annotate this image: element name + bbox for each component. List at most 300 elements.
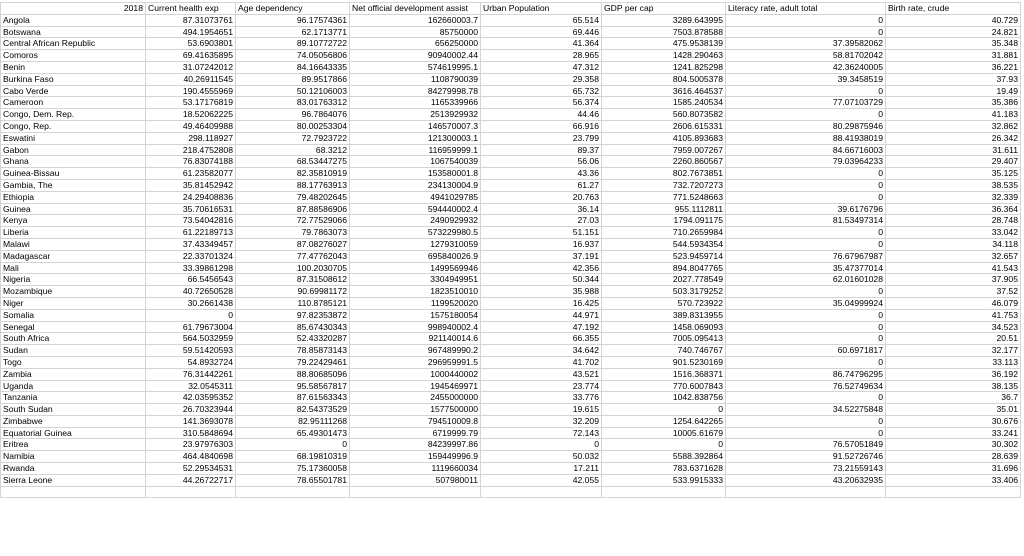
data-cell[interactable]: 43.521 [481, 368, 602, 380]
data-cell[interactable]: 0 [726, 168, 886, 180]
data-cell[interactable]: 783.6371628 [602, 463, 726, 475]
data-cell[interactable]: 82.54373529 [236, 404, 350, 416]
data-cell[interactable]: 78.65501781 [236, 474, 350, 486]
data-cell[interactable]: 35.04999924 [726, 297, 886, 309]
data-cell[interactable]: 76.31442261 [146, 368, 236, 380]
data-cell[interactable]: 66.916 [481, 120, 602, 132]
data-cell[interactable]: 29.407 [886, 156, 1021, 168]
data-cell[interactable]: 464.4840698 [146, 451, 236, 463]
data-cell[interactable]: 87.08276027 [236, 238, 350, 250]
country-name-cell[interactable]: Mali [1, 262, 146, 274]
data-cell[interactable]: 33.39861298 [146, 262, 236, 274]
data-cell[interactable]: 62.01601028 [726, 274, 886, 286]
data-cell[interactable]: 1119660034 [350, 463, 481, 475]
data-cell[interactable]: 87.61563343 [236, 392, 350, 404]
country-name-cell[interactable]: Eritrea [1, 439, 146, 451]
data-cell[interactable]: 234130004.9 [350, 179, 481, 191]
data-cell[interactable]: 296959991.5 [350, 356, 481, 368]
data-cell[interactable]: 84239997.86 [350, 439, 481, 451]
data-cell[interactable]: 35.348 [886, 38, 1021, 50]
data-cell[interactable]: 97.82353872 [236, 309, 350, 321]
data-cell[interactable]: 0 [726, 191, 886, 203]
data-cell[interactable]: 794510009.8 [350, 415, 481, 427]
data-cell[interactable]: 42.03595352 [146, 392, 236, 404]
column-header-cell[interactable]: Birth rate, crude [886, 3, 1021, 15]
data-cell[interactable]: 56.374 [481, 97, 602, 109]
data-cell[interactable]: 35.70616531 [146, 203, 236, 215]
data-cell[interactable]: 570.723922 [602, 297, 726, 309]
country-name-cell[interactable]: Equatorial Guinea [1, 427, 146, 439]
column-header-cell[interactable]: Net official development assist [350, 3, 481, 15]
data-cell[interactable]: 50.032 [481, 451, 602, 463]
data-cell[interactable]: 475.9538139 [602, 38, 726, 50]
data-cell[interactable]: 41.753 [886, 309, 1021, 321]
data-cell[interactable]: 1945469971 [350, 380, 481, 392]
data-cell[interactable]: 77.47762043 [236, 250, 350, 262]
data-cell[interactable]: 80.29875946 [726, 120, 886, 132]
data-cell[interactable]: 656250000 [350, 38, 481, 50]
data-cell[interactable]: 36.7 [886, 392, 1021, 404]
data-cell[interactable]: 40.729 [886, 14, 1021, 26]
country-name-cell[interactable]: Sudan [1, 345, 146, 357]
data-cell[interactable]: 0 [602, 439, 726, 451]
data-cell[interactable]: 0 [726, 356, 886, 368]
data-cell[interactable]: 0 [726, 238, 886, 250]
country-name-cell[interactable]: Nigeria [1, 274, 146, 286]
data-cell[interactable]: 31.07242012 [146, 61, 236, 73]
data-cell[interactable]: 41.364 [481, 38, 602, 50]
data-cell[interactable]: 141.3693078 [146, 415, 236, 427]
data-cell[interactable]: 34.52275848 [726, 404, 886, 416]
data-cell[interactable]: 52.43320287 [236, 333, 350, 345]
data-cell[interactable]: 32.209 [481, 415, 602, 427]
data-cell[interactable]: 87.31508612 [236, 274, 350, 286]
country-name-cell[interactable]: Mozambique [1, 286, 146, 298]
country-name-cell[interactable]: Uganda [1, 380, 146, 392]
data-cell[interactable]: 1042.838756 [602, 392, 726, 404]
data-cell[interactable]: 34.118 [886, 238, 1021, 250]
data-cell[interactable]: 0 [726, 415, 886, 427]
data-cell[interactable]: 88.80685096 [236, 368, 350, 380]
country-name-cell[interactable]: Malawi [1, 238, 146, 250]
data-cell[interactable]: 96.7864076 [236, 109, 350, 121]
data-cell[interactable]: 96.17574361 [236, 14, 350, 26]
data-cell[interactable]: 56.06 [481, 156, 602, 168]
data-cell[interactable]: 159449996.9 [350, 451, 481, 463]
data-cell[interactable]: 85750000 [350, 26, 481, 38]
data-cell[interactable]: 29.358 [481, 73, 602, 85]
country-name-cell[interactable]: Guinea [1, 203, 146, 215]
data-cell[interactable]: 901.5230169 [602, 356, 726, 368]
data-cell[interactable]: 190.4555969 [146, 85, 236, 97]
data-cell[interactable]: 53.6903801 [146, 38, 236, 50]
data-cell[interactable]: 35.386 [886, 97, 1021, 109]
data-cell[interactable]: 0 [236, 439, 350, 451]
data-cell[interactable]: 37.39582062 [726, 38, 886, 50]
data-cell[interactable]: 31.696 [886, 463, 1021, 475]
data-cell[interactable]: 1516.368371 [602, 368, 726, 380]
data-cell[interactable]: 494.1954651 [146, 26, 236, 38]
data-cell[interactable]: 2260.860567 [602, 156, 726, 168]
data-cell[interactable]: 60.6971817 [726, 345, 886, 357]
data-cell[interactable]: 36.14 [481, 203, 602, 215]
data-cell[interactable]: 544.5934354 [602, 238, 726, 250]
data-cell[interactable]: 1575180054 [350, 309, 481, 321]
data-cell[interactable]: 30.2661438 [146, 297, 236, 309]
country-name-cell[interactable]: Namibia [1, 451, 146, 463]
data-cell[interactable]: 19.49 [886, 85, 1021, 97]
column-header-cell[interactable]: Age dependency [236, 3, 350, 15]
data-cell[interactable]: 66.355 [481, 333, 602, 345]
data-cell[interactable]: 74.05056806 [236, 50, 350, 62]
data-cell[interactable]: 73.21559143 [726, 463, 886, 475]
country-name-cell[interactable]: Angola [1, 14, 146, 26]
data-cell[interactable]: 43.20632935 [726, 474, 886, 486]
data-cell[interactable]: 68.19810319 [236, 451, 350, 463]
data-cell[interactable]: 771.5248663 [602, 191, 726, 203]
data-cell[interactable]: 7503.878588 [602, 26, 726, 38]
data-cell[interactable]: 35.81452942 [146, 179, 236, 191]
data-cell[interactable]: 23.774 [481, 380, 602, 392]
data-cell[interactable]: 36.221 [886, 61, 1021, 73]
data-cell[interactable]: 1823510010 [350, 286, 481, 298]
data-cell[interactable]: 58.81702042 [726, 50, 886, 62]
data-cell[interactable]: 85.67430343 [236, 321, 350, 333]
data-cell[interactable]: 24.29408836 [146, 191, 236, 203]
data-cell[interactable]: 1108790039 [350, 73, 481, 85]
country-name-cell[interactable]: Gabon [1, 144, 146, 156]
data-cell[interactable]: 31.881 [886, 50, 1021, 62]
data-cell[interactable]: 30.676 [886, 415, 1021, 427]
country-name-cell[interactable]: Eswatini [1, 132, 146, 144]
data-cell[interactable]: 503.3179252 [602, 286, 726, 298]
data-cell[interactable]: 1428.290463 [602, 50, 726, 62]
data-cell[interactable]: 0 [726, 286, 886, 298]
data-cell[interactable]: 998940002.4 [350, 321, 481, 333]
data-cell[interactable]: 38.535 [886, 179, 1021, 191]
data-cell[interactable]: 91.52726746 [726, 451, 886, 463]
data-cell[interactable]: 88.41938019 [726, 132, 886, 144]
data-cell[interactable]: 146570007.3 [350, 120, 481, 132]
empty-cell[interactable] [350, 486, 481, 498]
data-cell[interactable]: 31.611 [886, 144, 1021, 156]
data-cell[interactable]: 5588.392864 [602, 451, 726, 463]
data-cell[interactable]: 84279998.78 [350, 85, 481, 97]
data-cell[interactable]: 26.70323944 [146, 404, 236, 416]
country-name-cell[interactable]: Central African Republic [1, 38, 146, 50]
data-cell[interactable]: 22.33701324 [146, 250, 236, 262]
data-cell[interactable]: 90940002.44 [350, 50, 481, 62]
data-cell[interactable]: 26.342 [886, 132, 1021, 144]
data-cell[interactable]: 51.151 [481, 227, 602, 239]
country-name-cell[interactable]: South Africa [1, 333, 146, 345]
data-cell[interactable]: 32.862 [886, 120, 1021, 132]
empty-cell[interactable] [236, 486, 350, 498]
data-cell[interactable]: 49.46409988 [146, 120, 236, 132]
data-cell[interactable]: 37.191 [481, 250, 602, 262]
column-header-cell[interactable]: GDP per cap [602, 3, 726, 15]
data-cell[interactable]: 89.9517866 [236, 73, 350, 85]
data-cell[interactable]: 37.905 [886, 274, 1021, 286]
data-cell[interactable]: 87.88586906 [236, 203, 350, 215]
data-cell[interactable]: 84.66716003 [726, 144, 886, 156]
data-cell[interactable]: 41.183 [886, 109, 1021, 121]
data-cell[interactable]: 42.356 [481, 262, 602, 274]
data-cell[interactable]: 507980011 [350, 474, 481, 486]
data-cell[interactable]: 52.29534531 [146, 463, 236, 475]
data-cell[interactable]: 573229980.5 [350, 227, 481, 239]
country-name-cell[interactable]: South Sudan [1, 404, 146, 416]
data-cell[interactable]: 30.302 [886, 439, 1021, 451]
data-cell[interactable]: 0 [726, 26, 886, 38]
data-cell[interactable]: 3304949951 [350, 274, 481, 286]
data-cell[interactable]: 72.143 [481, 427, 602, 439]
data-cell[interactable]: 574619995.1 [350, 61, 481, 73]
country-name-cell[interactable]: Liberia [1, 227, 146, 239]
data-cell[interactable]: 1499569946 [350, 262, 481, 274]
data-cell[interactable]: 87.31073761 [146, 14, 236, 26]
data-cell[interactable]: 0 [726, 321, 886, 333]
data-cell[interactable]: 0 [726, 109, 886, 121]
data-cell[interactable]: 76.83074188 [146, 156, 236, 168]
empty-cell[interactable] [886, 486, 1021, 498]
data-cell[interactable]: 35.01 [886, 404, 1021, 416]
data-cell[interactable]: 967489990.2 [350, 345, 481, 357]
data-cell[interactable]: 564.5032959 [146, 333, 236, 345]
data-cell[interactable]: 310.5848694 [146, 427, 236, 439]
country-name-cell[interactable]: Congo, Rep. [1, 120, 146, 132]
data-cell[interactable]: 65.732 [481, 85, 602, 97]
data-cell[interactable]: 20.763 [481, 191, 602, 203]
data-cell[interactable]: 65.514 [481, 14, 602, 26]
column-header-cell[interactable]: Urban Population [481, 3, 602, 15]
data-cell[interactable]: 65.49301473 [236, 427, 350, 439]
country-name-cell[interactable]: Guinea-Bissau [1, 168, 146, 180]
data-cell[interactable]: 95.58567817 [236, 380, 350, 392]
data-cell[interactable]: 121300003.1 [350, 132, 481, 144]
data-cell[interactable]: 33.241 [886, 427, 1021, 439]
data-cell[interactable]: 0 [726, 392, 886, 404]
data-cell[interactable]: 695840026.9 [350, 250, 481, 262]
country-name-cell[interactable]: Senegal [1, 321, 146, 333]
data-cell[interactable]: 1165339966 [350, 97, 481, 109]
data-cell[interactable]: 76.67967987 [726, 250, 886, 262]
column-header-cell[interactable]: 2018 [1, 3, 146, 15]
data-cell[interactable]: 594440002.4 [350, 203, 481, 215]
data-cell[interactable]: 162660003.7 [350, 14, 481, 26]
data-cell[interactable]: 69.41635895 [146, 50, 236, 62]
data-cell[interactable]: 76.52749634 [726, 380, 886, 392]
data-cell[interactable]: 79.48202645 [236, 191, 350, 203]
data-cell[interactable]: 79.22429461 [236, 356, 350, 368]
data-cell[interactable]: 4941029785 [350, 191, 481, 203]
data-cell[interactable]: 1254.642265 [602, 415, 726, 427]
country-name-cell[interactable]: Ethiopia [1, 191, 146, 203]
data-cell[interactable]: 7005.095413 [602, 333, 726, 345]
country-name-cell[interactable]: Comoros [1, 50, 146, 62]
country-name-cell[interactable]: Somalia [1, 309, 146, 321]
data-cell[interactable]: 83.01763312 [236, 97, 350, 109]
data-cell[interactable]: 2490929932 [350, 215, 481, 227]
data-cell[interactable]: 24.821 [886, 26, 1021, 38]
data-cell[interactable]: 32.177 [886, 345, 1021, 357]
data-cell[interactable]: 66.5456543 [146, 274, 236, 286]
data-cell[interactable]: 61.23582077 [146, 168, 236, 180]
data-cell[interactable]: 921140014.6 [350, 333, 481, 345]
data-cell[interactable]: 7959.007267 [602, 144, 726, 156]
data-cell[interactable]: 38.135 [886, 380, 1021, 392]
data-cell[interactable]: 35.47377014 [726, 262, 886, 274]
data-cell[interactable]: 560.8073582 [602, 109, 726, 121]
data-cell[interactable]: 1794.091175 [602, 215, 726, 227]
data-cell[interactable]: 53.17176819 [146, 97, 236, 109]
country-name-cell[interactable]: Niger [1, 297, 146, 309]
data-cell[interactable]: 16.425 [481, 297, 602, 309]
data-cell[interactable]: 16.937 [481, 238, 602, 250]
data-cell[interactable]: 20.51 [886, 333, 1021, 345]
data-cell[interactable]: 110.8785121 [236, 297, 350, 309]
data-cell[interactable]: 32.0545311 [146, 380, 236, 392]
country-name-cell[interactable]: Burkina Faso [1, 73, 146, 85]
country-name-cell[interactable]: Cabo Verde [1, 85, 146, 97]
data-cell[interactable]: 2027.778549 [602, 274, 726, 286]
country-name-cell[interactable]: Madagascar [1, 250, 146, 262]
data-cell[interactable]: 79.03964233 [726, 156, 886, 168]
data-cell[interactable]: 523.9459714 [602, 250, 726, 262]
data-cell[interactable]: 100.2030705 [236, 262, 350, 274]
data-cell[interactable]: 298.118927 [146, 132, 236, 144]
data-cell[interactable]: 894.8047765 [602, 262, 726, 274]
data-cell[interactable]: 770.6007843 [602, 380, 726, 392]
data-cell[interactable]: 0 [726, 179, 886, 191]
data-cell[interactable]: 84.16643335 [236, 61, 350, 73]
data-cell[interactable]: 153580001.8 [350, 168, 481, 180]
data-cell[interactable]: 0 [726, 333, 886, 345]
data-cell[interactable]: 44.971 [481, 309, 602, 321]
data-cell[interactable]: 77.07103729 [726, 97, 886, 109]
country-name-cell[interactable]: Benin [1, 61, 146, 73]
data-cell[interactable]: 23.97976303 [146, 439, 236, 451]
data-cell[interactable]: 42.36240005 [726, 61, 886, 73]
data-cell[interactable]: 804.5005378 [602, 73, 726, 85]
data-cell[interactable]: 1199520020 [350, 297, 481, 309]
data-cell[interactable]: 0 [726, 227, 886, 239]
data-cell[interactable]: 36.192 [886, 368, 1021, 380]
empty-cell[interactable] [146, 486, 236, 498]
data-cell[interactable]: 0 [726, 14, 886, 26]
data-cell[interactable]: 37.93 [886, 73, 1021, 85]
data-cell[interactable]: 79.7863073 [236, 227, 350, 239]
data-cell[interactable]: 28.639 [886, 451, 1021, 463]
empty-cell[interactable] [602, 486, 726, 498]
data-cell[interactable]: 6719999.79 [350, 427, 481, 439]
data-cell[interactable]: 42.055 [481, 474, 602, 486]
data-cell[interactable]: 27.03 [481, 215, 602, 227]
data-cell[interactable]: 61.22189713 [146, 227, 236, 239]
country-name-cell[interactable]: Cameroon [1, 97, 146, 109]
data-cell[interactable]: 2455000000 [350, 392, 481, 404]
data-cell[interactable]: 1279310059 [350, 238, 481, 250]
data-cell[interactable]: 17.211 [481, 463, 602, 475]
data-cell[interactable]: 78.85873143 [236, 345, 350, 357]
data-cell[interactable]: 43.36 [481, 168, 602, 180]
data-cell[interactable]: 86.74796295 [726, 368, 886, 380]
data-cell[interactable]: 533.9915333 [602, 474, 726, 486]
data-cell[interactable]: 89.10772722 [236, 38, 350, 50]
country-name-cell[interactable]: Rwanda [1, 463, 146, 475]
empty-cell[interactable] [481, 486, 602, 498]
data-cell[interactable]: 0 [481, 439, 602, 451]
data-cell[interactable]: 28.965 [481, 50, 602, 62]
empty-cell[interactable] [726, 486, 886, 498]
data-cell[interactable]: 82.35810919 [236, 168, 350, 180]
data-cell[interactable]: 41.702 [481, 356, 602, 368]
data-cell[interactable]: 44.46 [481, 109, 602, 121]
data-cell[interactable]: 732.7207273 [602, 179, 726, 191]
data-cell[interactable]: 88.17763913 [236, 179, 350, 191]
data-cell[interactable]: 72.7923722 [236, 132, 350, 144]
data-cell[interactable]: 2513929932 [350, 109, 481, 121]
data-cell[interactable]: 33.406 [886, 474, 1021, 486]
country-name-cell[interactable]: Botswana [1, 26, 146, 38]
data-cell[interactable]: 710.2659984 [602, 227, 726, 239]
data-cell[interactable]: 19.615 [481, 404, 602, 416]
data-cell[interactable]: 46.079 [886, 297, 1021, 309]
data-cell[interactable]: 90.69981172 [236, 286, 350, 298]
data-cell[interactable]: 73.54042816 [146, 215, 236, 227]
data-cell[interactable]: 82.95111268 [236, 415, 350, 427]
data-cell[interactable]: 955.1112811 [602, 203, 726, 215]
data-cell[interactable]: 1585.240534 [602, 97, 726, 109]
data-cell[interactable]: 0 [726, 309, 886, 321]
data-cell[interactable]: 0 [146, 309, 236, 321]
data-cell[interactable]: 36.364 [886, 203, 1021, 215]
country-name-cell[interactable]: Zimbabwe [1, 415, 146, 427]
data-cell[interactable]: 62.1713771 [236, 26, 350, 38]
data-cell[interactable]: 1000440002 [350, 368, 481, 380]
data-cell[interactable]: 72.77529066 [236, 215, 350, 227]
country-name-cell[interactable]: Zambia [1, 368, 146, 380]
data-cell[interactable]: 47.312 [481, 61, 602, 73]
country-name-cell[interactable]: Kenya [1, 215, 146, 227]
empty-cell[interactable] [1, 486, 146, 498]
data-cell[interactable]: 0 [602, 404, 726, 416]
data-cell[interactable]: 32.339 [886, 191, 1021, 203]
data-cell[interactable]: 18.52062225 [146, 109, 236, 121]
data-cell[interactable]: 50.344 [481, 274, 602, 286]
country-name-cell[interactable]: Congo, Dem. Rep. [1, 109, 146, 121]
data-cell[interactable]: 3289.643995 [602, 14, 726, 26]
data-cell[interactable]: 61.79673004 [146, 321, 236, 333]
data-cell[interactable]: 39.3458519 [726, 73, 886, 85]
country-name-cell[interactable]: Sierra Leone [1, 474, 146, 486]
data-cell[interactable]: 35.125 [886, 168, 1021, 180]
data-cell[interactable]: 89.37 [481, 144, 602, 156]
data-cell[interactable]: 35.988 [481, 286, 602, 298]
data-cell[interactable]: 802.7673851 [602, 168, 726, 180]
data-cell[interactable]: 50.12106003 [236, 85, 350, 97]
data-cell[interactable]: 33.113 [886, 356, 1021, 368]
data-cell[interactable]: 218.4752808 [146, 144, 236, 156]
data-cell[interactable]: 32.657 [886, 250, 1021, 262]
data-cell[interactable]: 34.642 [481, 345, 602, 357]
data-cell[interactable]: 37.52 [886, 286, 1021, 298]
data-cell[interactable]: 389.8313955 [602, 309, 726, 321]
data-cell[interactable]: 3616.464537 [602, 85, 726, 97]
data-cell[interactable]: 37.43349457 [146, 238, 236, 250]
data-cell[interactable]: 10005.61679 [602, 427, 726, 439]
data-cell[interactable]: 44.26722717 [146, 474, 236, 486]
